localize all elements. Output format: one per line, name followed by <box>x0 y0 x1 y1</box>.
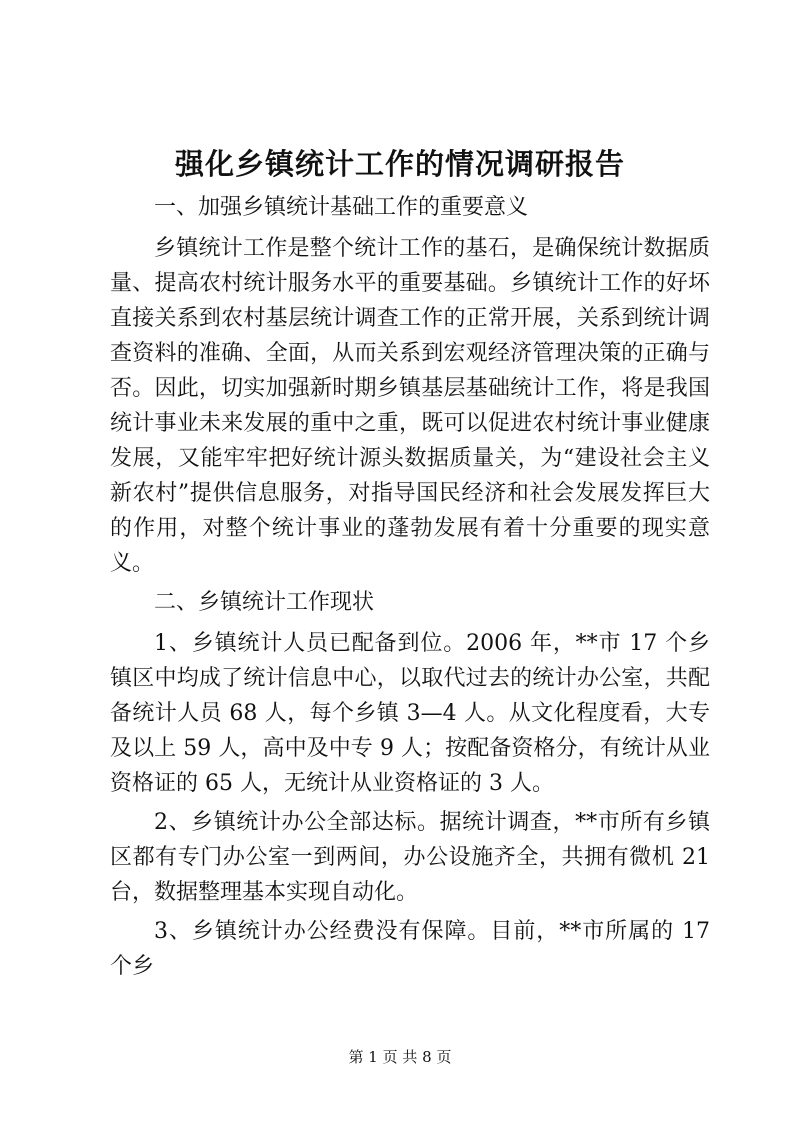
section-heading-1: 一、加强乡镇统计基础工作的重要意义 <box>154 195 529 220</box>
document-body <box>110 190 710 984</box>
paragraph-2: 1、乡镇统计人员已配备到位。2006 年，**市 17 个乡镇区中均成了统计信息中心，以取代过去的统计办公室，共配备统计人员 68 人，每个乡镇 3—4 人。从文化程度看，大专及以上 59 人，高中及中专 9 人；按配备资格分，有统计从业资格证的 65 人，无统计从业资格证的 3 人。 <box>110 631 710 796</box>
document-title: 强化乡镇统计工作的情况调研报告 <box>174 147 625 181</box>
paragraph-1: 乡镇统计工作是整个统计工作的基石，是确保统计数据质量、提高农村统计服务水平的重要基础。乡镇统计工作的好坏直接关系到农村基层统计调查工作的正常开展，关系到统计调查资料的准确、全面，从而关系到宏观经济管理决策的正确与否。因此，切实加强新时期乡镇基层基础统计工作，将是我国统计事业未来发展的重中之重，既可以促进农村统计事业健康发展，又能牢牢把好统计源头数据质量关，为“建设社会主义新农村”提供信息服务，对指导国民经济和社会发展发挥巨大的作用，对整个统计事业的蓬勃发展有着十分重要的现实意义。 <box>110 236 710 576</box>
paragraph-4: 3、乡镇统计办公经费没有保障。目前，**市所属的 17 个乡 <box>110 919 710 979</box>
page-footer: 第 1 页 共 8 页 <box>348 1048 452 1066</box>
section-heading-2: 二、乡镇统计工作现状 <box>154 590 375 615</box>
paragraph-3: 2、乡镇统计办公全部达标。据统计调查，**市所有乡镇区都有专门办公室一到两间，办公设施齐全，共拥有微机 21 台，数据整理基本实现自动化。 <box>110 810 710 905</box>
